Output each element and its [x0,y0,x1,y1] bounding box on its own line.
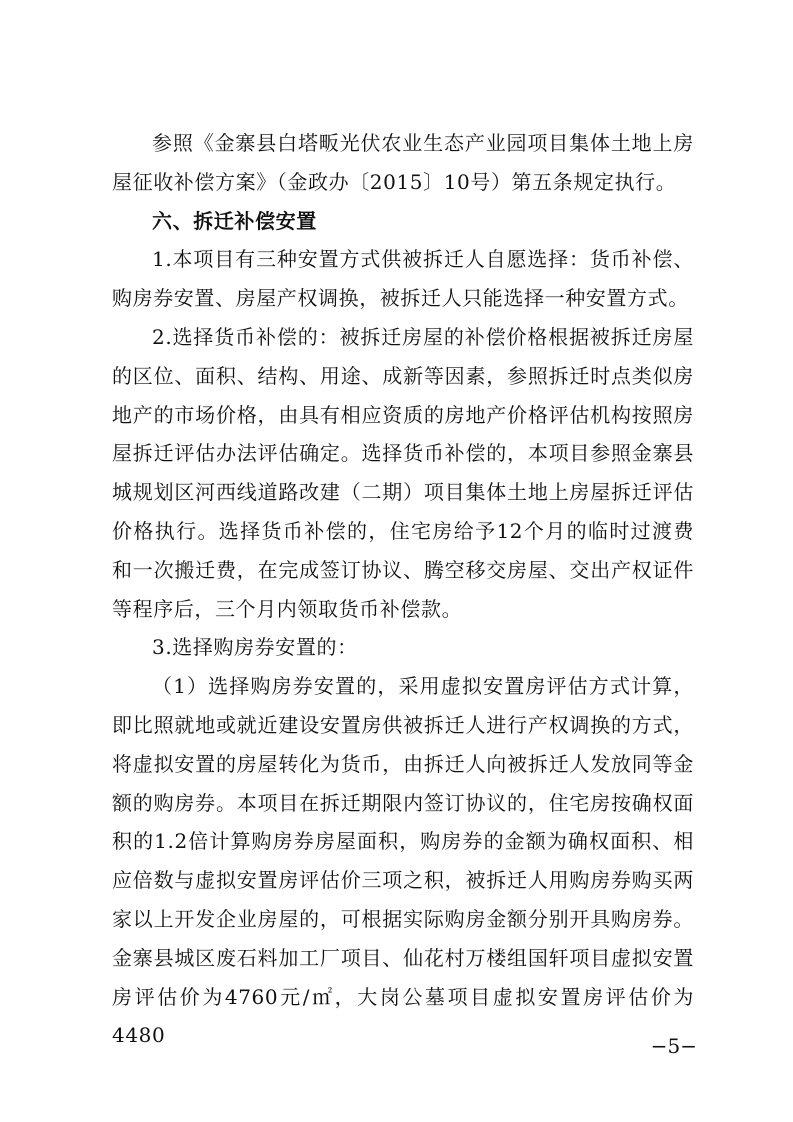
page-number: −5− [650,1034,697,1058]
paragraph-resettlement-options: 1.本项目有三种安置方式供被拆迁人自愿选择：货币补偿、购房券安置、房屋产权调换，被拆迁人只能选择一种安置方式。 [112,247,694,311]
document-body [112,124,694,1055]
paragraph-monetary-compensation: 2.选择货币补偿的：被拆迁房屋的补偿价格根据被拆迁房屋的区位、面积、结构、用途、成新等因素，参照拆迁时点类似房地产的市场价格，由具有相应资质的房地产价格评估机构按照房屋拆迁评估办法评估确定。选择货币补偿的，本项目参照金寨县城规划区河西线道路改建（二期）项目集体土地上房屋拆迁评估价格执行。选择货币补偿的，住宅房给予12个月的临时过渡费和一次搬迁费，在完成签订协议、腾空移交房屋、交出产权证件等程序后，三个月内领取货币补偿款。 [112,324,694,621]
paragraph-voucher-resettlement-detail: （1）选择购房券安置的，采用虚拟安置房评估方式计算，即比照就地或就近建设安置房供被拆迁人进行产权调换的方式，将虚拟安置的房屋转化为货币，由拆迁人向被拆迁人发放同等金额的购房券。本项目在拆迁期限内签订协议的，住宅房按确权面积的1.2倍计算购房券房屋面积，购房券的金额为确权面积、相应倍数与虚拟安置房评估价三项之积，被拆迁人用购房券购买两家以上开发企业房屋的，可根据实际购房金额分别开具购房券。金寨县城区废石料加工厂项目、仙花村万楼组国轩项目虚拟安置房评估价为4760元/㎡，大岗公墓项目虚拟安置房评估价为4480 [112,674,694,1048]
section-heading-relocation-compensation: 六、拆迁补偿安置 [152,208,317,233]
paragraph-compensation-reference: 参照《金寨县白塔畈光伏农业生态产业园项目集体土地上房屋征收补偿方案》（金政办〔2015〕10号）第五条规定执行。 [112,131,694,194]
paragraph-voucher-resettlement-title: 3.选择购房券安置的： [152,635,358,660]
